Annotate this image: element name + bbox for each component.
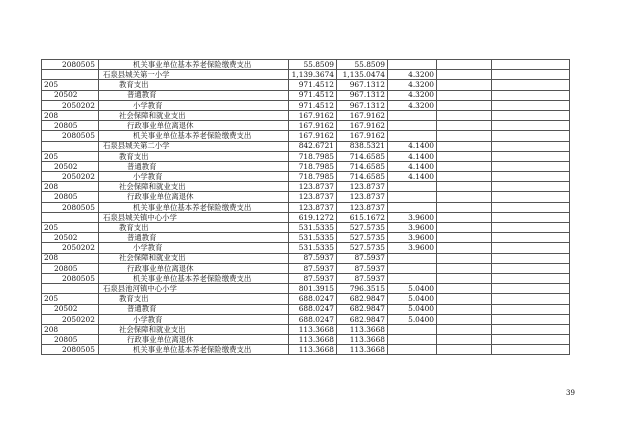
subject-code-cell xyxy=(42,70,99,80)
subject-code-cell xyxy=(42,141,99,151)
empty-cell xyxy=(437,182,492,192)
empty-cell xyxy=(437,345,492,355)
table-row xyxy=(42,110,570,120)
subject-code-cell: 208 xyxy=(42,110,99,120)
project-expenditure-cell: 4.1400 xyxy=(388,172,437,182)
subject-code-cell: 2080505 xyxy=(42,131,99,141)
project-expenditure-cell: 3.9600 xyxy=(388,243,437,253)
total-amount-cell: 688.0247 xyxy=(289,314,337,324)
subject-name-cell: 机关事业单位基本养老保险缴费支出 xyxy=(99,131,289,141)
basic-expenditure-cell: 167.9162 xyxy=(337,110,388,120)
empty-cell xyxy=(437,80,492,90)
basic-expenditure-cell: 113.3668 xyxy=(337,324,388,334)
empty-cell xyxy=(492,233,570,243)
empty-cell xyxy=(437,172,492,182)
empty-cell xyxy=(437,233,492,243)
subject-code-cell: 205 xyxy=(42,151,99,161)
total-amount-cell: 688.0247 xyxy=(289,294,337,304)
empty-cell xyxy=(437,263,492,273)
subject-name-cell: 机关事业单位基本养老保险缴费支出 xyxy=(99,202,289,212)
empty-cell xyxy=(437,284,492,294)
total-amount-cell: 1,139.3674 xyxy=(289,70,337,80)
subject-name-cell: 石泉县城关第一小学 xyxy=(99,70,289,80)
subject-code-cell: 20502 xyxy=(42,161,99,171)
project-expenditure-cell: 4.1400 xyxy=(388,151,437,161)
table-row xyxy=(42,70,570,80)
total-amount-cell: 55.8509 xyxy=(289,60,337,70)
empty-cell xyxy=(437,314,492,324)
table-row xyxy=(42,212,570,222)
empty-cell xyxy=(492,182,570,192)
budget-table-body xyxy=(42,60,570,355)
empty-cell xyxy=(437,100,492,110)
empty-cell xyxy=(492,121,570,131)
subject-name-cell: 教育支出 xyxy=(99,80,289,90)
subject-code-cell xyxy=(42,284,99,294)
project-expenditure-cell: 4.3200 xyxy=(388,90,437,100)
empty-cell xyxy=(492,253,570,263)
total-amount-cell: 113.3668 xyxy=(289,335,337,345)
table-row xyxy=(42,304,570,314)
empty-cell xyxy=(492,304,570,314)
subject-code-cell: 20805 xyxy=(42,335,99,345)
project-expenditure-cell: 3.9600 xyxy=(388,212,437,222)
empty-cell xyxy=(492,141,570,151)
table-row xyxy=(42,100,570,110)
table-row xyxy=(42,151,570,161)
subject-name-cell: 教育支出 xyxy=(99,223,289,233)
subject-name-cell: 普通教育 xyxy=(99,161,289,171)
subject-name-cell: 教育支出 xyxy=(99,294,289,304)
subject-name-cell: 石泉县城关镇中心小学 xyxy=(99,212,289,222)
project-expenditure-cell: 5.0400 xyxy=(388,284,437,294)
total-amount-cell: 113.3668 xyxy=(289,324,337,334)
empty-cell xyxy=(437,335,492,345)
project-expenditure-cell: 5.0400 xyxy=(388,304,437,314)
subject-name-cell: 社会保障和就业支出 xyxy=(99,324,289,334)
basic-expenditure-cell: 615.1672 xyxy=(337,212,388,222)
table-row xyxy=(42,284,570,294)
project-expenditure-cell xyxy=(388,131,437,141)
basic-expenditure-cell: 682.9847 xyxy=(337,294,388,304)
empty-cell xyxy=(437,110,492,120)
empty-cell xyxy=(492,223,570,233)
table-row xyxy=(42,90,570,100)
table-row xyxy=(42,253,570,263)
basic-expenditure-cell: 113.3668 xyxy=(337,335,388,345)
empty-cell xyxy=(492,263,570,273)
subject-code-cell: 2050202 xyxy=(42,314,99,324)
subject-name-cell: 小学教育 xyxy=(99,243,289,253)
table-row xyxy=(42,121,570,131)
empty-cell xyxy=(492,161,570,171)
basic-expenditure-cell: 1,135.0474 xyxy=(337,70,388,80)
total-amount-cell: 718.7985 xyxy=(289,161,337,171)
subject-code-cell: 20502 xyxy=(42,304,99,314)
table-row xyxy=(42,161,570,171)
basic-expenditure-cell: 123.8737 xyxy=(337,192,388,202)
subject-code-cell: 2050202 xyxy=(42,100,99,110)
basic-expenditure-cell: 714.6585 xyxy=(337,172,388,182)
basic-expenditure-cell: 967.1312 xyxy=(337,100,388,110)
table-row xyxy=(42,314,570,324)
project-expenditure-cell: 4.3200 xyxy=(388,100,437,110)
subject-code-cell: 2080505 xyxy=(42,345,99,355)
total-amount-cell: 718.7985 xyxy=(289,151,337,161)
project-expenditure-cell xyxy=(388,110,437,120)
empty-cell xyxy=(492,202,570,212)
empty-cell xyxy=(492,110,570,120)
table-row xyxy=(42,131,570,141)
basic-expenditure-cell: 527.5735 xyxy=(337,233,388,243)
project-expenditure-cell: 4.1400 xyxy=(388,141,437,151)
basic-expenditure-cell: 87.5937 xyxy=(337,263,388,273)
total-amount-cell: 688.0247 xyxy=(289,304,337,314)
basic-expenditure-cell: 527.5735 xyxy=(337,243,388,253)
project-expenditure-cell: 3.9600 xyxy=(388,223,437,233)
empty-cell xyxy=(492,273,570,283)
subject-code-cell: 20805 xyxy=(42,263,99,273)
empty-cell xyxy=(492,243,570,253)
empty-cell xyxy=(492,70,570,80)
subject-name-cell: 小学教育 xyxy=(99,172,289,182)
total-amount-cell: 531.5335 xyxy=(289,243,337,253)
basic-expenditure-cell: 967.1312 xyxy=(337,90,388,100)
empty-cell xyxy=(437,131,492,141)
project-expenditure-cell xyxy=(388,273,437,283)
empty-cell xyxy=(492,335,570,345)
project-expenditure-cell xyxy=(388,202,437,212)
empty-cell xyxy=(437,90,492,100)
empty-cell xyxy=(437,294,492,304)
subject-name-cell: 行政事业单位离退休 xyxy=(99,192,289,202)
total-amount-cell: 113.3668 xyxy=(289,345,337,355)
table-row xyxy=(42,182,570,192)
project-expenditure-cell: 5.0400 xyxy=(388,314,437,324)
basic-expenditure-cell: 167.9162 xyxy=(337,121,388,131)
total-amount-cell: 167.9162 xyxy=(289,121,337,131)
basic-expenditure-cell: 167.9162 xyxy=(337,131,388,141)
project-expenditure-cell xyxy=(388,335,437,345)
empty-cell xyxy=(437,141,492,151)
empty-cell xyxy=(492,294,570,304)
empty-cell xyxy=(492,324,570,334)
empty-cell xyxy=(437,60,492,70)
table-row xyxy=(42,80,570,90)
subject-name-cell: 石泉县城关第二小学 xyxy=(99,141,289,151)
empty-cell xyxy=(437,121,492,131)
table-row xyxy=(42,294,570,304)
basic-expenditure-cell: 796.3515 xyxy=(337,284,388,294)
basic-expenditure-cell: 87.5937 xyxy=(337,273,388,283)
total-amount-cell: 842.6721 xyxy=(289,141,337,151)
subject-name-cell: 教育支出 xyxy=(99,151,289,161)
subject-name-cell: 普通教育 xyxy=(99,304,289,314)
subject-code-cell: 20805 xyxy=(42,121,99,131)
empty-cell xyxy=(437,70,492,80)
subject-code-cell: 20805 xyxy=(42,192,99,202)
project-expenditure-cell: 5.0400 xyxy=(388,294,437,304)
total-amount-cell: 87.5937 xyxy=(289,263,337,273)
table-row xyxy=(42,243,570,253)
total-amount-cell: 167.9162 xyxy=(289,131,337,141)
project-expenditure-cell xyxy=(388,182,437,192)
empty-cell xyxy=(492,90,570,100)
empty-cell xyxy=(492,192,570,202)
empty-cell xyxy=(492,80,570,90)
empty-cell xyxy=(492,345,570,355)
table-row xyxy=(42,345,570,355)
subject-name-cell: 社会保障和就业支出 xyxy=(99,110,289,120)
subject-code-cell: 205 xyxy=(42,80,99,90)
total-amount-cell: 531.5335 xyxy=(289,223,337,233)
total-amount-cell: 619.1272 xyxy=(289,212,337,222)
basic-expenditure-cell: 87.5937 xyxy=(337,253,388,263)
project-expenditure-cell xyxy=(388,253,437,263)
empty-cell xyxy=(437,202,492,212)
subject-name-cell: 机关事业单位基本养老保险缴费支出 xyxy=(99,345,289,355)
empty-cell xyxy=(492,151,570,161)
basic-expenditure-cell: 123.8737 xyxy=(337,202,388,212)
table-row xyxy=(42,192,570,202)
subject-name-cell: 石泉县池河镇中心小学 xyxy=(99,284,289,294)
basic-expenditure-cell: 714.6585 xyxy=(337,161,388,171)
total-amount-cell: 971.4512 xyxy=(289,90,337,100)
subject-code-cell: 20502 xyxy=(42,233,99,243)
empty-cell xyxy=(492,100,570,110)
empty-cell xyxy=(492,212,570,222)
subject-code-cell: 2050202 xyxy=(42,243,99,253)
total-amount-cell: 167.9162 xyxy=(289,110,337,120)
basic-expenditure-cell: 113.3668 xyxy=(337,345,388,355)
empty-cell xyxy=(492,131,570,141)
table-row xyxy=(42,202,570,212)
basic-expenditure-cell: 838.5321 xyxy=(337,141,388,151)
subject-code-cell: 2050202 xyxy=(42,172,99,182)
table-row xyxy=(42,263,570,273)
empty-cell xyxy=(492,314,570,324)
basic-expenditure-cell: 682.9847 xyxy=(337,304,388,314)
basic-expenditure-cell: 123.8737 xyxy=(337,182,388,192)
subject-name-cell: 机关事业单位基本养老保险缴费支出 xyxy=(99,60,289,70)
table-row xyxy=(42,335,570,345)
total-amount-cell: 718.7985 xyxy=(289,172,337,182)
total-amount-cell: 801.3915 xyxy=(289,284,337,294)
empty-cell xyxy=(492,284,570,294)
empty-cell xyxy=(437,243,492,253)
subject-code-cell: 208 xyxy=(42,253,99,263)
table-row xyxy=(42,324,570,334)
subject-code-cell xyxy=(42,212,99,222)
empty-cell xyxy=(437,273,492,283)
subject-name-cell: 普通教育 xyxy=(99,233,289,243)
basic-expenditure-cell: 527.5735 xyxy=(337,223,388,233)
subject-name-cell: 行政事业单位离退休 xyxy=(99,121,289,131)
basic-expenditure-cell: 967.1312 xyxy=(337,80,388,90)
page-number: 39 xyxy=(566,389,575,397)
project-expenditure-cell xyxy=(388,192,437,202)
empty-cell xyxy=(437,324,492,334)
empty-cell xyxy=(437,212,492,222)
empty-cell xyxy=(492,172,570,182)
empty-cell xyxy=(437,304,492,314)
total-amount-cell: 971.4512 xyxy=(289,80,337,90)
subject-code-cell: 2080505 xyxy=(42,273,99,283)
project-expenditure-cell xyxy=(388,324,437,334)
project-expenditure-cell: 4.3200 xyxy=(388,80,437,90)
table-row xyxy=(42,60,570,70)
project-expenditure-cell xyxy=(388,345,437,355)
basic-expenditure-cell: 682.9847 xyxy=(337,314,388,324)
subject-name-cell: 小学教育 xyxy=(99,100,289,110)
total-amount-cell: 123.8737 xyxy=(289,192,337,202)
subject-name-cell: 小学教育 xyxy=(99,314,289,324)
empty-cell xyxy=(437,151,492,161)
subject-name-cell: 社会保障和就业支出 xyxy=(99,182,289,192)
table-row xyxy=(42,233,570,243)
empty-cell xyxy=(437,253,492,263)
project-expenditure-cell: 4.1400 xyxy=(388,161,437,171)
subject-code-cell: 205 xyxy=(42,223,99,233)
total-amount-cell: 531.5335 xyxy=(289,233,337,243)
table-row xyxy=(42,273,570,283)
total-amount-cell: 123.8737 xyxy=(289,182,337,192)
empty-cell xyxy=(437,223,492,233)
project-expenditure-cell xyxy=(388,60,437,70)
subject-code-cell: 208 xyxy=(42,324,99,334)
subject-name-cell: 行政事业单位离退休 xyxy=(99,263,289,273)
subject-code-cell: 2080505 xyxy=(42,202,99,212)
project-expenditure-cell xyxy=(388,263,437,273)
budget-table xyxy=(41,59,570,355)
subject-name-cell: 行政事业单位离退休 xyxy=(99,335,289,345)
project-expenditure-cell xyxy=(388,121,437,131)
table-row xyxy=(42,223,570,233)
subject-code-cell: 2080505 xyxy=(42,60,99,70)
total-amount-cell: 123.8737 xyxy=(289,202,337,212)
table-row xyxy=(42,172,570,182)
subject-code-cell: 20502 xyxy=(42,90,99,100)
subject-code-cell: 205 xyxy=(42,294,99,304)
table-row xyxy=(42,141,570,151)
project-expenditure-cell: 4.3200 xyxy=(388,70,437,80)
total-amount-cell: 971.4512 xyxy=(289,100,337,110)
subject-name-cell: 普通教育 xyxy=(99,90,289,100)
basic-expenditure-cell: 714.6585 xyxy=(337,151,388,161)
subject-code-cell: 208 xyxy=(42,182,99,192)
basic-expenditure-cell: 55.8509 xyxy=(337,60,388,70)
total-amount-cell: 87.5937 xyxy=(289,273,337,283)
subject-name-cell: 机关事业单位基本养老保险缴费支出 xyxy=(99,273,289,283)
project-expenditure-cell: 3.9600 xyxy=(388,233,437,243)
total-amount-cell: 87.5937 xyxy=(289,253,337,263)
subject-name-cell: 社会保障和就业支出 xyxy=(99,253,289,263)
empty-cell xyxy=(437,192,492,202)
empty-cell xyxy=(437,161,492,171)
empty-cell xyxy=(492,60,570,70)
